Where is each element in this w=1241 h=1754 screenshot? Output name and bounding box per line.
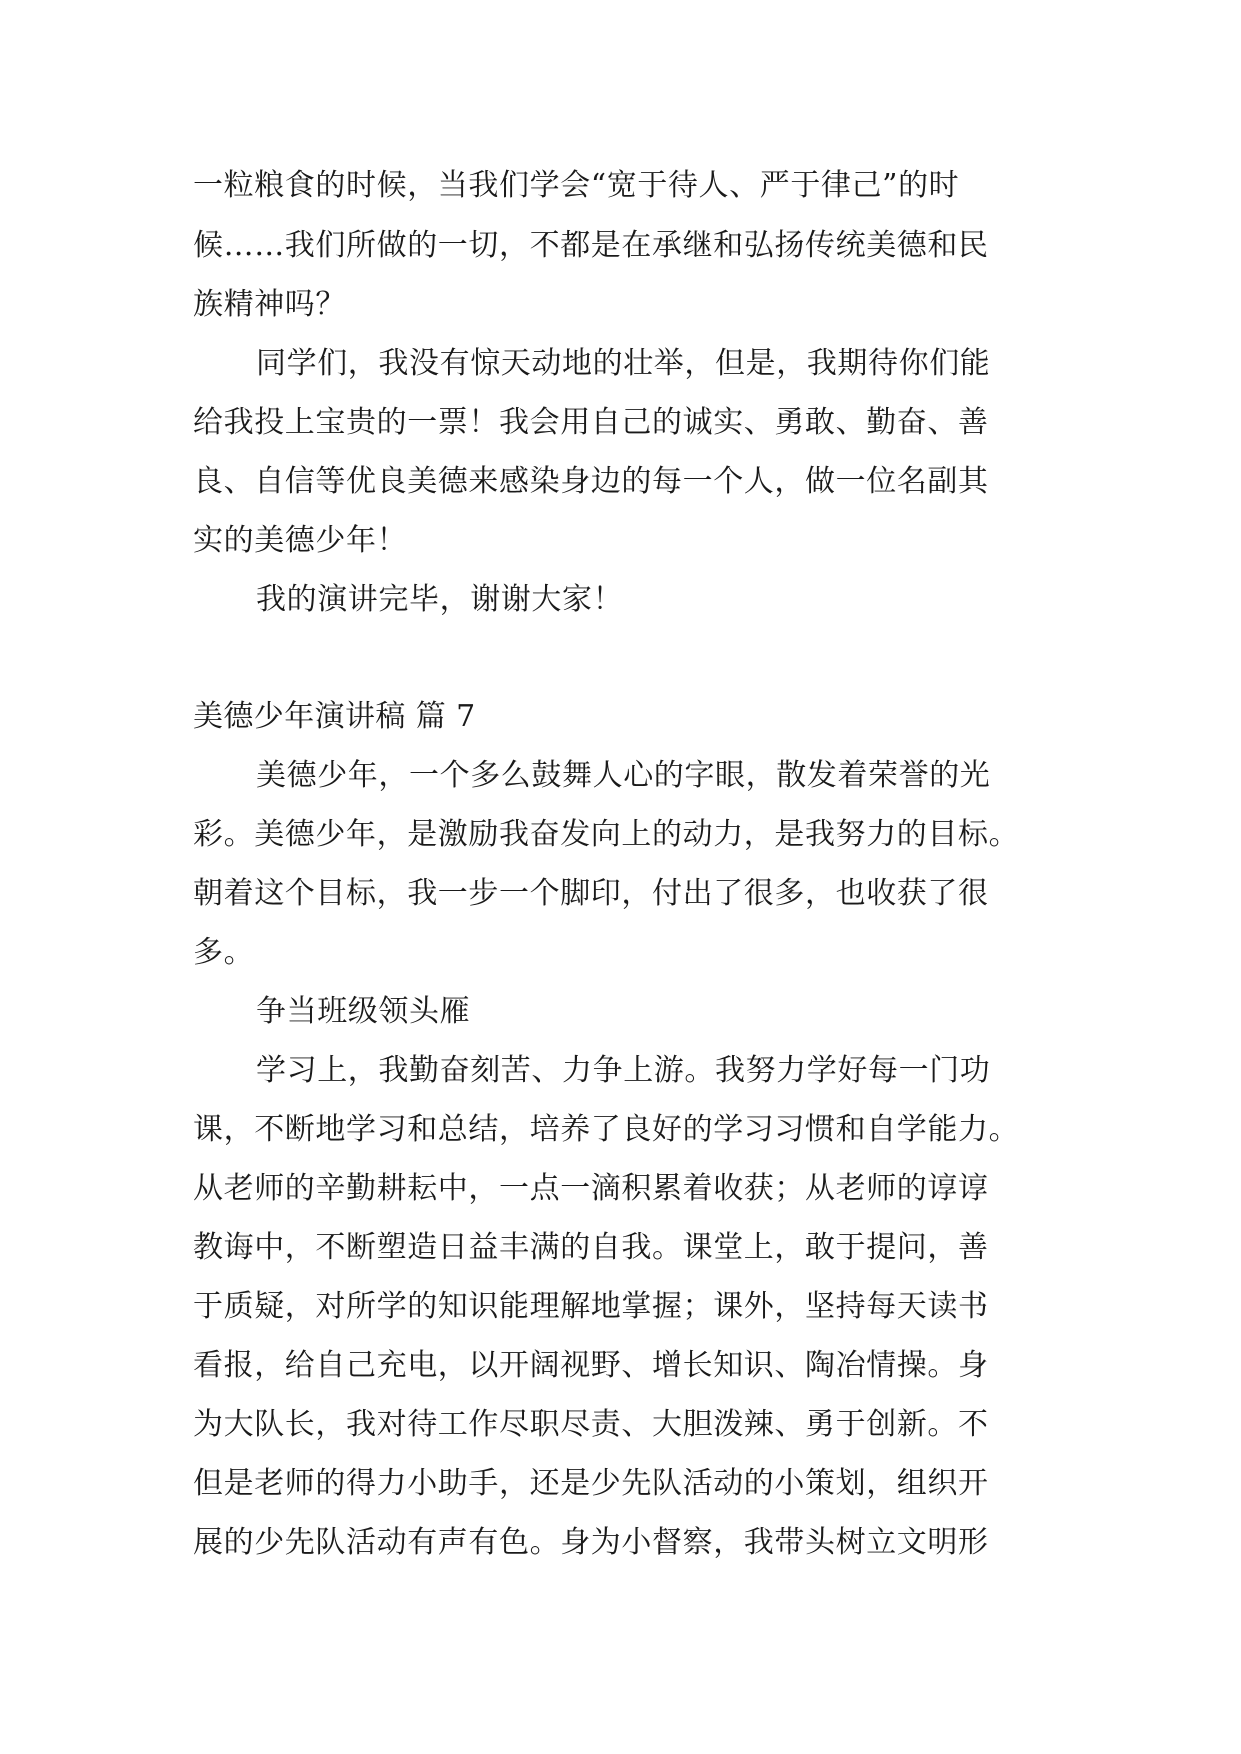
body-text-line: 从老师的辛勤耕耘中，一点一滴积累着收获；从老师的谆谆 [193, 1171, 989, 1206]
body-text-line: 给我投上宝贵的一票！我会用自己的诚实、勇敢、勤奋、善 [193, 405, 989, 440]
body-text-line: 我的演讲完毕，谢谢大家！ [256, 582, 624, 617]
body-text-line: 学习上，我勤奋刻苦、力争上游。我努力学好每一门功 [256, 1053, 991, 1088]
section-heading: 美德少年演讲稿 篇 7 [193, 699, 476, 734]
body-text-line: 为大队长，我对待工作尽职尽责、大胆泼辣、勇于创新。不 [193, 1407, 989, 1442]
subheading: 争当班级领头雁 [256, 994, 471, 1029]
body-text-line: 候……我们所做的一切，不都是在承继和弘扬传统美德和民 [193, 228, 989, 263]
body-text-line: 朝着这个目标，我一步一个脚印，付出了很多，也收获了很 [193, 876, 989, 911]
body-text-line: 良、自信等优良美德来感染身边的每一个人，做一位名副其 [193, 464, 989, 499]
body-text-line: 族精神吗？ [193, 287, 346, 322]
body-text-line: 课，不断地学习和总结，培养了良好的学习习惯和自学能力。 [193, 1112, 1020, 1147]
body-text-line: 但是老师的得力小助手，还是少先队活动的小策划，组织开 [193, 1466, 989, 1501]
body-text-line: 实的美德少年！ [193, 523, 408, 558]
body-text-line: 教诲中，不断塑造日益丰满的自我。课堂上，敢于提问，善 [193, 1230, 989, 1265]
body-text-line: 于质疑，对所学的知识能理解地掌握；课外，坚持每天读书 [193, 1289, 989, 1324]
body-text-line: 同学们，我没有惊天动地的壮举，但是，我期待你们能 [256, 346, 991, 381]
body-text-line: 多。 [193, 935, 255, 970]
body-text-line: 看报，给自己充电，以开阔视野、增长知识、陶冶情操。身 [193, 1348, 989, 1383]
body-text-line: 美德少年，一个多么鼓舞人心的字眼，散发着荣誉的光 [256, 758, 991, 793]
body-text-line: 彩。美德少年，是激励我奋发向上的动力，是我努力的目标。 [193, 817, 1020, 852]
body-text-line: 展的少先队活动有声有色。身为小督察，我带头树立文明形 [193, 1525, 989, 1560]
body-text-line: 一粒粮食的时候，当我们学会“宽于待人、严于律己”的时 [193, 168, 960, 203]
